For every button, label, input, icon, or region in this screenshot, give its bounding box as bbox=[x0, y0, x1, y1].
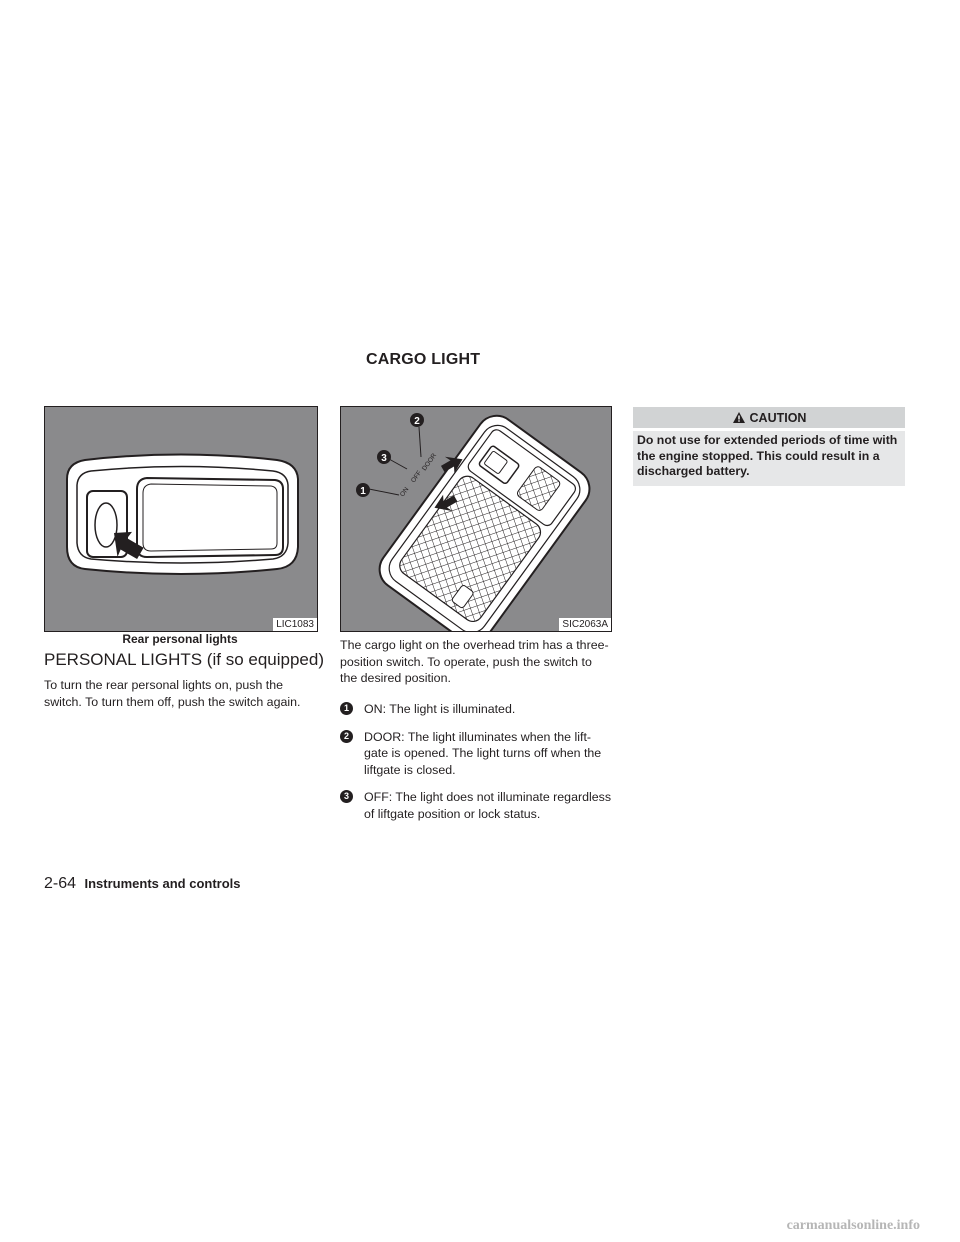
list-item bbox=[340, 729, 612, 779]
list-item-text: DOOR: The light illuminates when the lift-gate is opened. The light turns off when the liftgate is closed. bbox=[364, 729, 602, 777]
cargo-light-illustration bbox=[341, 407, 611, 631]
personal-lights-paragraph: To turn the rear personal lights on, push the switch. To turn them off, push the switch again. bbox=[44, 678, 301, 709]
callout-1 bbox=[356, 483, 370, 497]
personal-lights-heading: PERSONAL LIGHTS (if so equipped) bbox=[44, 650, 324, 669]
list-item-text: ON: The light is illuminated. bbox=[364, 702, 516, 716]
page-footer bbox=[44, 875, 241, 893]
rear-personal-lights-illustration bbox=[45, 407, 317, 631]
section-title: CARGO LIGHT bbox=[366, 351, 481, 368]
page-number: 2-64 bbox=[44, 875, 77, 892]
list-item bbox=[340, 701, 612, 718]
figure-cargo-light bbox=[340, 406, 612, 632]
list-item-text: OFF: The light does not illuminate regardless of liftgate position or lock status. bbox=[364, 790, 612, 821]
number-badge: 3 bbox=[340, 790, 353, 803]
caution-header bbox=[633, 407, 905, 428]
number-badge: 1 bbox=[340, 702, 353, 715]
caution-text: Do not use for extended periods of time with the engine stopped. This could result in a discharged battery. bbox=[633, 431, 905, 486]
switch-position-list bbox=[340, 701, 612, 833]
switch-label-off: OFF bbox=[409, 469, 424, 485]
warning-icon bbox=[732, 411, 746, 424]
svg-text:1: 1 bbox=[360, 486, 366, 497]
callout-3 bbox=[377, 450, 391, 464]
cargo-light-intro: The cargo light on the overhead trim has a three-position switch. To operate, push the switch to the desired position. bbox=[340, 638, 609, 685]
svg-text:3: 3 bbox=[381, 453, 387, 464]
switch-label-on: ON bbox=[398, 486, 411, 499]
figure-code: SIC2063A bbox=[559, 618, 611, 631]
switch-label-door: DOOR bbox=[420, 452, 439, 473]
figure-caption: Rear personal lights bbox=[122, 632, 238, 646]
figure-code: LIC1083 bbox=[273, 618, 317, 631]
chapter-title: Instruments and controls bbox=[84, 876, 241, 891]
svg-text:2: 2 bbox=[414, 416, 420, 427]
callout-2 bbox=[410, 413, 424, 427]
number-badge: 2 bbox=[340, 730, 353, 743]
figure-rear-personal-lights bbox=[44, 406, 318, 632]
caution-title: CAUTION bbox=[749, 410, 807, 425]
list-item bbox=[340, 789, 612, 822]
watermark-text: carmanualsonline.info bbox=[786, 1218, 920, 1233]
